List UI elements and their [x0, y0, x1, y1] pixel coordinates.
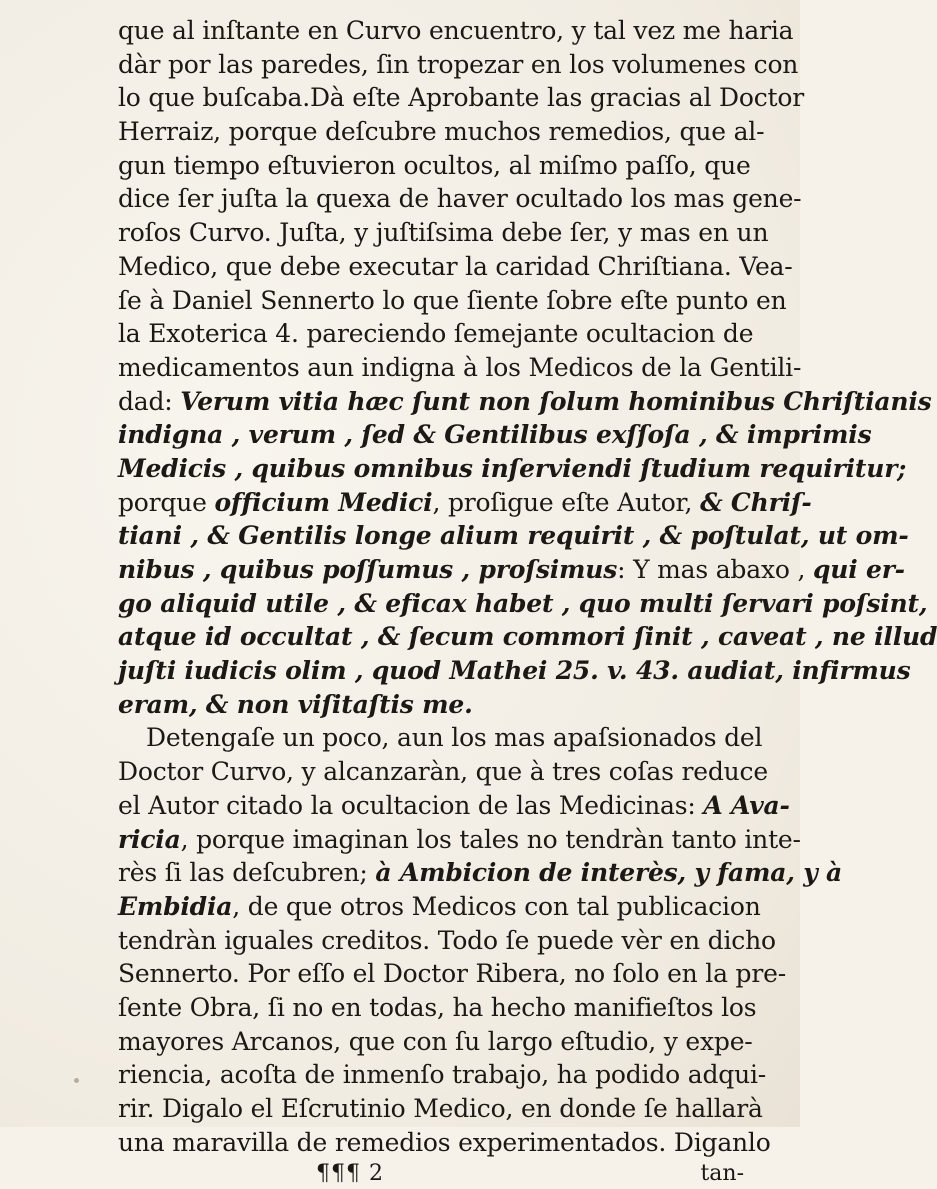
text-run: mayores Arcanos, que con ſu largo eſtudio, y expe- [118, 1026, 753, 1056]
catchword: tan- [700, 1161, 744, 1187]
text-line [118, 182, 802, 216]
text-run: , proſigue eſte Autor, [432, 487, 701, 517]
text-run: Medico, que debe executar la caridad Chriſtiana. Vea- [118, 251, 793, 281]
italic-latin-run: Medicis , quibus omnibus inſerviendi ſtudium requiritur; [118, 453, 907, 483]
text-line [118, 721, 763, 755]
text-line [118, 385, 932, 419]
text-run: dad: [118, 386, 181, 416]
text-line [118, 1025, 753, 1059]
page-footer [118, 1159, 748, 1189]
text-run: porque [118, 487, 215, 517]
text-run: ſe à Daniel Sennerto lo que ſiente ſobre eſte punto en [118, 285, 787, 315]
italic-latin-run: qui er- [812, 555, 905, 584]
italic-latin-run: Embidia [118, 891, 233, 921]
text-run: : Y mas abaxo , [617, 555, 813, 584]
paper-speck [74, 1078, 79, 1083]
text-run: medicamentos aun indigna à los Medicos de la Gentili- [118, 352, 802, 382]
signature-mark: ¶¶¶ 2 [316, 1161, 384, 1187]
italic-latin-run: à Ambicion de interès, y fama, y à [375, 858, 843, 888]
text-run: Herraiz, porque deſcubre muchos remedios, que al- [118, 117, 765, 147]
text-line [118, 1058, 767, 1092]
text-line [118, 250, 793, 284]
text-run: gun tiempo eſtuvieron ocultos, al miſmo paſſo, que [118, 150, 751, 180]
italic-latin-run: & Chriſ- [700, 487, 812, 517]
text-line [118, 991, 757, 1025]
text-run: ſente Obra, ſi no en todas, ha hecho manifieſtos los [118, 992, 757, 1022]
italic-latin-run: go aliquid utile , & eficax habet , quo multi ſervari poſsint, [118, 588, 928, 618]
text-line [118, 351, 802, 385]
italic-latin-run: indigna , verum , ſed & Gentilibus exſſoſa , & imprimis [118, 420, 872, 450]
text-line [118, 14, 794, 48]
italic-latin-run: officium Medici [214, 487, 433, 517]
text-line [118, 654, 911, 688]
text-line [118, 284, 787, 318]
text-line [118, 688, 748, 722]
text-run: Doctor Curvo, y alcanzaràn, que à tres coſas reduce [118, 757, 768, 787]
text-line [118, 890, 761, 924]
text-run: roſos Curvo. Juſta, y juſtiſsima debe ſer, y mas en un [118, 218, 769, 248]
text-line [118, 620, 937, 654]
text-line [118, 486, 812, 520]
text-line [118, 1126, 771, 1160]
page-text [118, 14, 937, 1159]
paragraph [118, 14, 937, 721]
text-run: tendràn iguales creditos. Todo ſe puede vèr en dicho [118, 925, 776, 955]
text-line [118, 856, 843, 890]
text-line [118, 789, 790, 823]
text-run: Sennerto. Por eſſo el Doctor Ribera, no ſolo en la pre- [118, 959, 786, 989]
text-run: riencia, acoſta de inmenſo trabajo, ha podido adqui- [118, 1060, 767, 1090]
text-line [118, 587, 928, 621]
italic-latin-run: tiani , & Gentilis longe alium requirit , & poſtulat, ut om- [118, 521, 909, 551]
text-run: dice ſer juſta la quexa de haver ocultado los mas gene- [118, 184, 802, 214]
text-line [118, 452, 907, 486]
text-run: rir. Digalo el Eſcrutinio Medico, en donde ſe hallarà [118, 1094, 763, 1123]
text-run: una maravilla de remedios experimentados. Diganlo [118, 1127, 771, 1157]
text-line [118, 755, 768, 789]
text-run: , de que otros Medicos con tal publicacion [232, 891, 761, 921]
italic-latin-run: juſti iudicis olim , quod Mathei 25. v. 43. audiat, infirmus [118, 656, 911, 686]
text-line [118, 519, 909, 553]
text-line [118, 957, 786, 991]
text-line [118, 553, 905, 587]
text-run: dàr por las paredes, ſin tropezar en los volumenes con [118, 49, 799, 79]
italic-latin-run: Verum vitia hæc ſunt non ſolum hominibus Chriſtianis [180, 386, 932, 416]
text-line [118, 149, 751, 183]
italic-latin-run: A Ava- [703, 790, 790, 820]
paragraph [118, 721, 843, 1159]
italic-latin-run: ricia [118, 824, 181, 854]
text-line [118, 115, 765, 149]
italic-latin-run: eram, & non viſitaſtis me. [118, 689, 473, 719]
text-line [118, 1092, 763, 1126]
text-run: Detengaſe un poco, aun los mas apaſsionados del [146, 723, 763, 753]
text-line [118, 216, 769, 250]
text-run: la Exoterica 4. pareciendo ſemejante ocultacion de [118, 319, 754, 349]
text-line [118, 48, 799, 82]
text-run: el Autor citado la ocultacion de las Medicinas: [118, 790, 704, 820]
text-run: que al inſtante en Curvo encuentro, y tal vez me haria [118, 16, 794, 45]
italic-latin-run: nibus , quibus poſſumus , proſsimus [118, 555, 618, 584]
text-run: rès ſi las deſcubren; [118, 858, 376, 888]
italic-latin-run: atque id occultat , & ſecum commori ſinit , caveat , ne illud [118, 622, 937, 652]
text-line [118, 418, 872, 452]
text-run: lo que buſcaba.Dà eſte Aprobante las gracias al Doctor [118, 83, 804, 113]
text-line [118, 317, 754, 351]
text-line [118, 924, 776, 958]
text-run: , porque imaginan los tales no tendràn tanto inte- [180, 824, 801, 854]
text-line [118, 81, 804, 115]
text-line [118, 823, 801, 857]
